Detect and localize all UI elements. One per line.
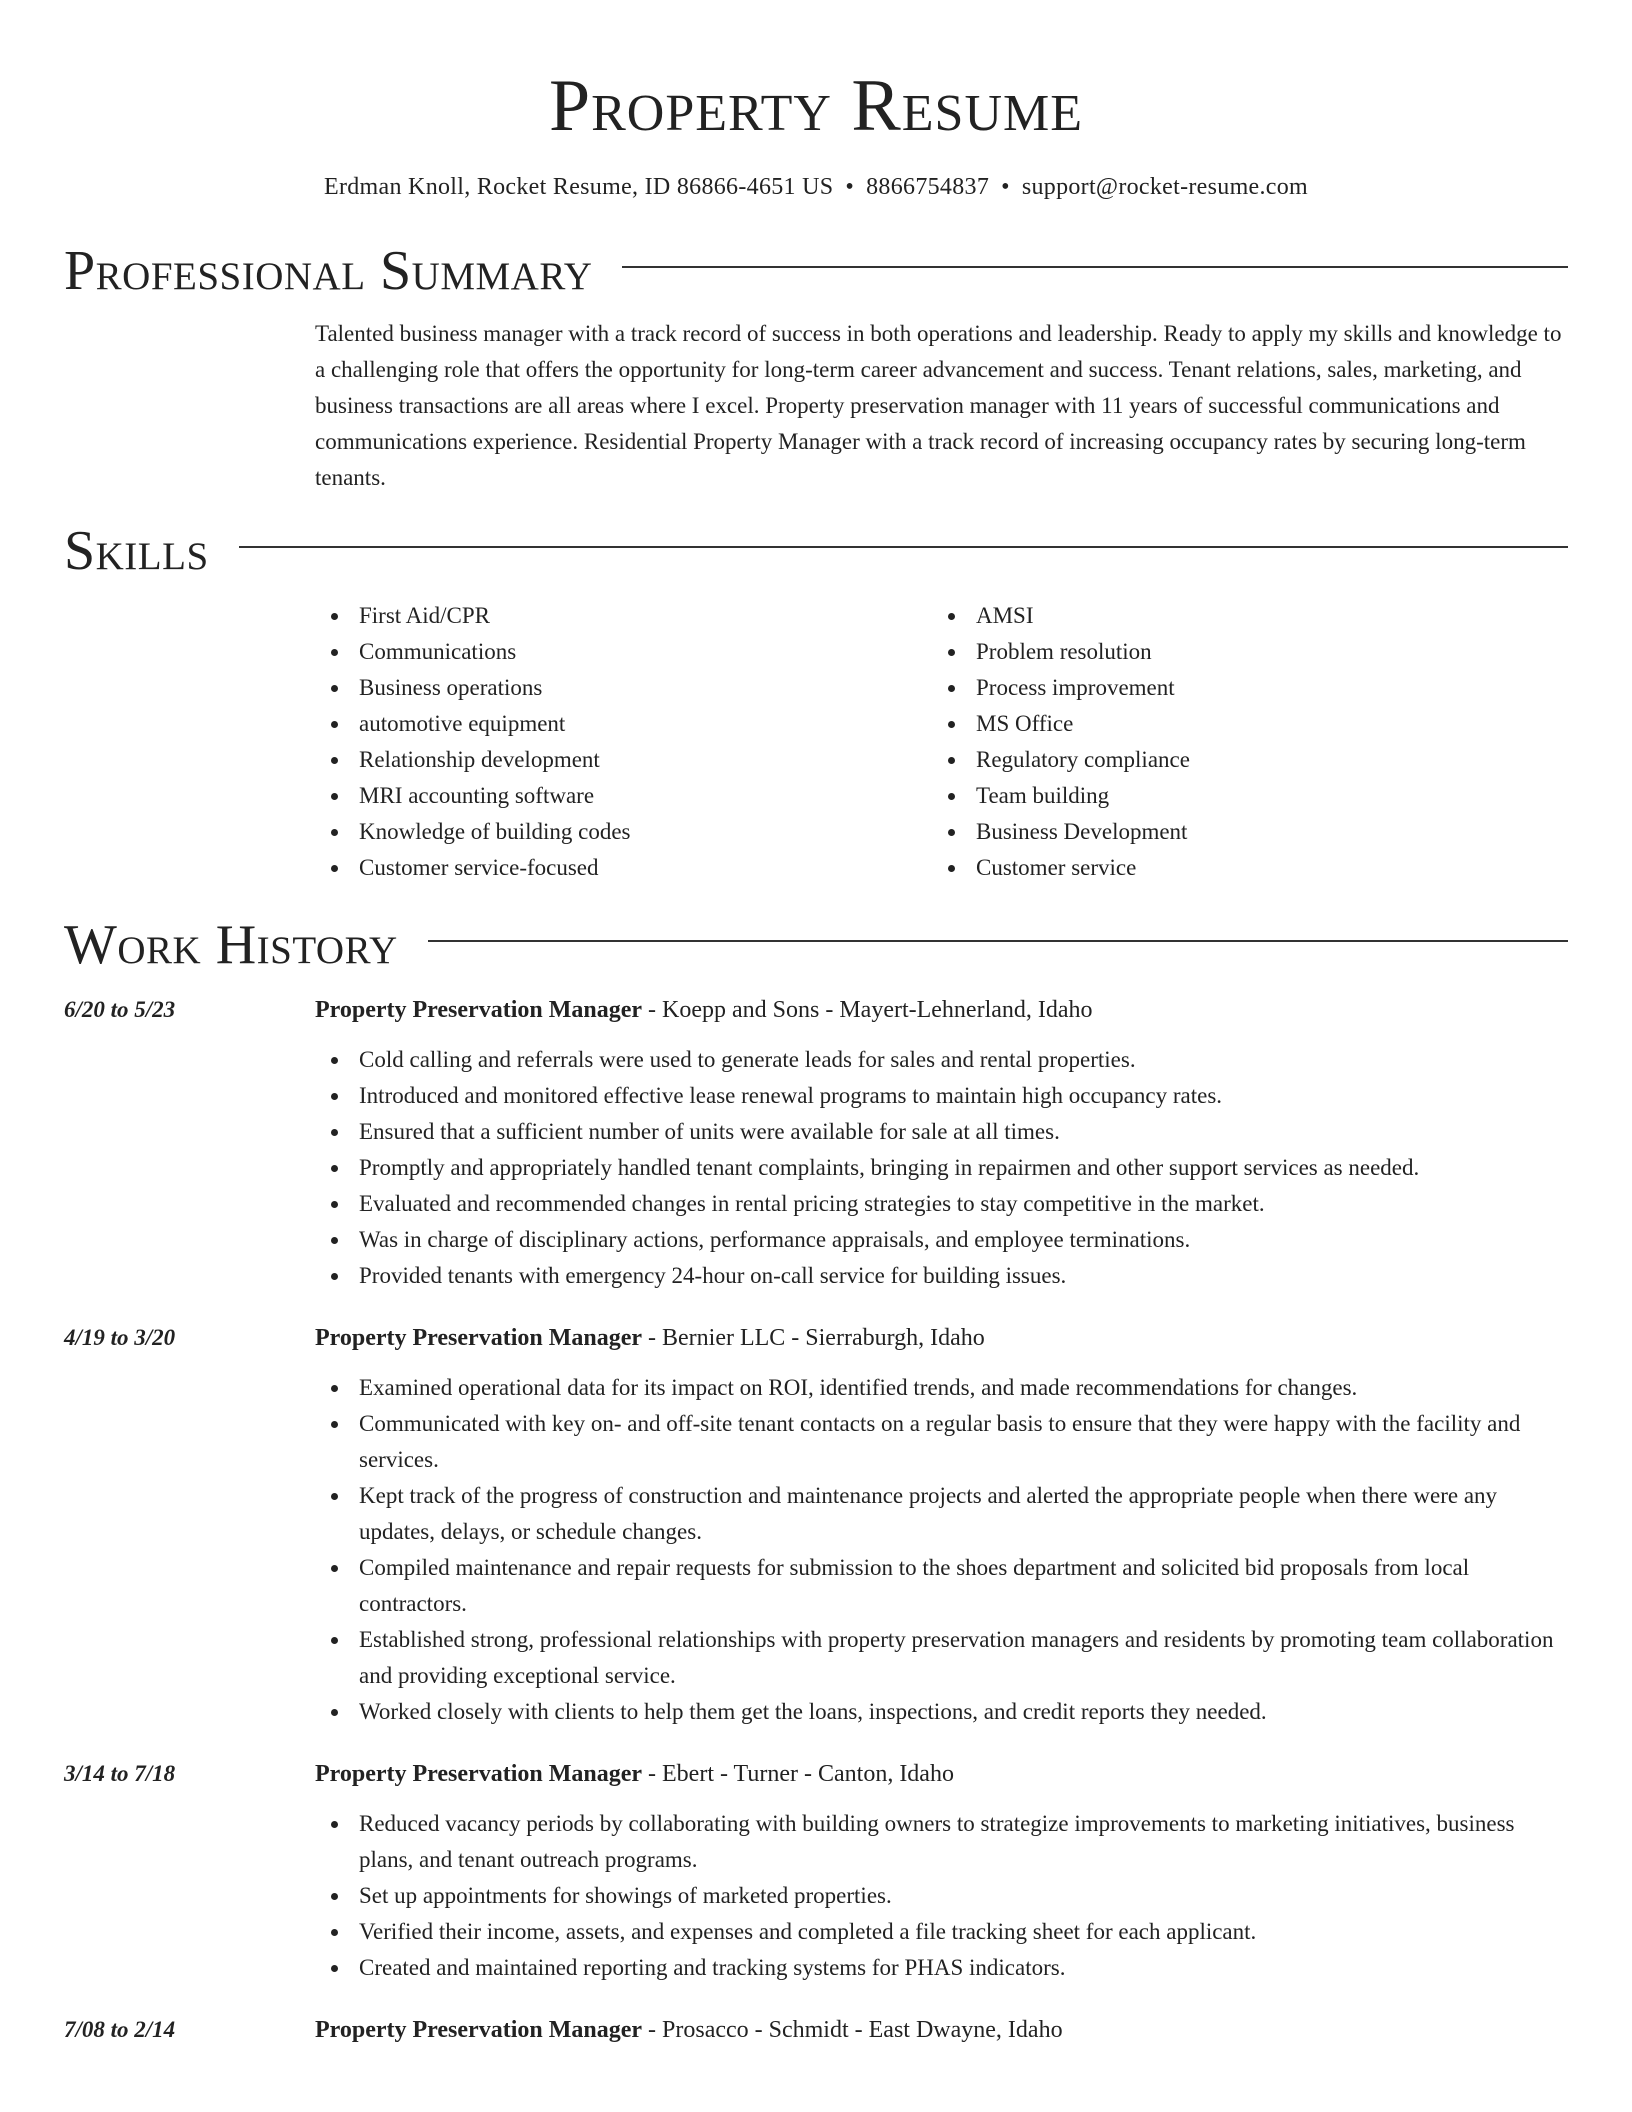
work-section-header (64, 912, 1568, 978)
job-bullet: Provided tenants with emergency 24-hour on-call service for building issues. (359, 1258, 1568, 1294)
job-details (315, 2012, 1568, 2048)
job-bullet: Was in charge of disciplinary actions, performance appraisals, and employee terminations. (359, 1222, 1568, 1258)
job-heading (315, 1756, 1568, 1792)
job-dates: 3/14 to 7/18 (64, 1761, 176, 1786)
section-divider (428, 940, 1568, 942)
job-title: Property Preservation Manager (315, 1325, 643, 1351)
job-bullet: Worked closely with clients to help them get the loans, inspections, and credit reports they needed. (359, 1694, 1568, 1730)
job-heading (315, 2012, 1568, 2048)
job-entry (64, 992, 1568, 1294)
skills-list (315, 598, 1568, 886)
skill-item: First Aid/CPR (359, 598, 932, 634)
skill-item: AMSI (976, 598, 1549, 634)
job-entry (64, 1756, 1568, 1986)
section-divider (239, 546, 1568, 548)
job-bullet: Cold calling and referrals were used to generate leads for sales and rental properties. (359, 1042, 1568, 1078)
skill-item: Communications (359, 634, 932, 670)
skill-item: Regulatory compliance (976, 742, 1549, 778)
job-heading (315, 1320, 1568, 1356)
summary-section-title: Professional Summary (64, 240, 593, 302)
job-bullet: Communicated with key on- and off-site tenant contacts on a regular basis to ensure that they were happy with the facility and services. (359, 1406, 1568, 1478)
contact-separator: • (1001, 174, 1010, 200)
work-section-title: Work History (64, 914, 398, 976)
job-bullet: Established strong, professional relationships with property preservation managers and residents by promoting team collaboration and providing exceptional service. (359, 1622, 1568, 1694)
skill-item: Customer service (976, 850, 1549, 886)
contact-phone: 8866754837 (866, 174, 990, 200)
skill-item: Business operations (359, 670, 932, 706)
job-bullet: Reduced vacancy periods by collaborating with building owners to strategize improvements to marketing initiatives, business plans, and tenant outreach programs. (359, 1806, 1568, 1878)
job-title: Property Preservation Manager (315, 2017, 643, 2043)
skill-item: Business Development (976, 814, 1549, 850)
job-dates: 7/08 to 2/14 (64, 2017, 176, 2042)
job-company: - Koepp and Sons - Mayert-Lehnerland, Idaho (642, 997, 1093, 1023)
job-bullet: Evaluated and recommended changes in rental pricing strategies to stay competitive in the market. (359, 1186, 1568, 1222)
contact-email: support@rocket-resume.com (1021, 174, 1309, 200)
summary-text: Talented business manager with a track record of success in both operations and leadership. Ready to apply my skills and knowledge to a challenging role that offers the opportunity for long-term career advancement and success. Tenant relations, sales, marketing, and business transactions are all areas where I excel. Property preservation manager with 11 years of successful communications and communications experience. Residential Property Manager with a track record of increasing occupancy rates by securing long-term tenants. (315, 321, 1562, 490)
contact-address: Erdman Knoll, Rocket Resume, ID 86866-4651 US (323, 174, 834, 200)
job-bullet: Set up appointments for showings of marketed properties. (359, 1878, 1568, 1914)
job-bullet: Compiled maintenance and repair requests for submission to the shoes department and solicited bid proposals from local contractors. (359, 1550, 1568, 1622)
contact-separator: • (845, 174, 855, 200)
summary-section-header (64, 238, 1568, 304)
job-company: - Bernier LLC - Sierraburgh, Idaho (642, 1325, 985, 1351)
skills-left-list (315, 598, 932, 886)
job-bullets (315, 1370, 1568, 1730)
job-details (315, 992, 1568, 1294)
job-details (315, 1320, 1568, 1730)
skill-item: Knowledge of building codes (359, 814, 932, 850)
job-bullets (315, 1042, 1568, 1294)
skills-section-header (64, 518, 1568, 584)
job-bullets (315, 1806, 1568, 1986)
resume-name: Property Resume (548, 65, 1084, 147)
skills-column-left (315, 598, 932, 886)
skill-item: automotive equipment (359, 706, 932, 742)
job-details (315, 1756, 1568, 1986)
job-heading (315, 992, 1568, 1028)
job-bullet: Promptly and appropriately handled tenant complaints, bringing in repairmen and other support services as needed. (359, 1150, 1568, 1186)
job-entry (64, 2012, 1568, 2048)
resume-page (64, 0, 1568, 2048)
job-bullet: Created and maintained reporting and tracking systems for PHAS indicators. (359, 1950, 1568, 1986)
skill-item: MS Office (976, 706, 1549, 742)
contact-line (64, 170, 1568, 204)
job-bullet: Verified their income, assets, and expenses and completed a file tracking sheet for each applicant. (359, 1914, 1568, 1950)
skill-item: MRI accounting software (359, 778, 932, 814)
skills-right-list (932, 598, 1549, 886)
skill-item: Relationship development (359, 742, 932, 778)
job-title: Property Preservation Manager (315, 1761, 643, 1787)
job-bullet: Introduced and monitored effective lease renewal programs to maintain high occupancy rates. (359, 1078, 1568, 1114)
job-bullet: Examined operational data for its impact on ROI, identified trends, and made recommendations for changes. (359, 1370, 1568, 1406)
skills-section-title: Skills (64, 520, 209, 582)
job-dates: 6/20 to 5/23 (64, 997, 176, 1022)
job-company: - Prosacco - Schmidt - East Dwayne, Idaho (642, 2017, 1063, 2043)
job-bullet: Kept track of the progress of construction and maintenance projects and alerted the appropriate people when there were any updates, delays, or schedule changes. (359, 1478, 1568, 1550)
job-title: Property Preservation Manager (315, 997, 643, 1023)
job-company: - Ebert - Turner - Canton, Idaho (642, 1761, 954, 1787)
section-divider (622, 266, 1568, 268)
job-dates: 4/19 to 3/20 (64, 1325, 176, 1350)
work-history-list (64, 992, 1568, 2048)
skill-item: Process improvement (976, 670, 1549, 706)
skill-item: Problem resolution (976, 634, 1549, 670)
job-bullet: Ensured that a sufficient number of units were available for sale at all times. (359, 1114, 1568, 1150)
skills-column-right (932, 598, 1549, 886)
job-entry (64, 1320, 1568, 1730)
skill-item: Team building (976, 778, 1549, 814)
skill-item: Customer service-focused (359, 850, 932, 886)
